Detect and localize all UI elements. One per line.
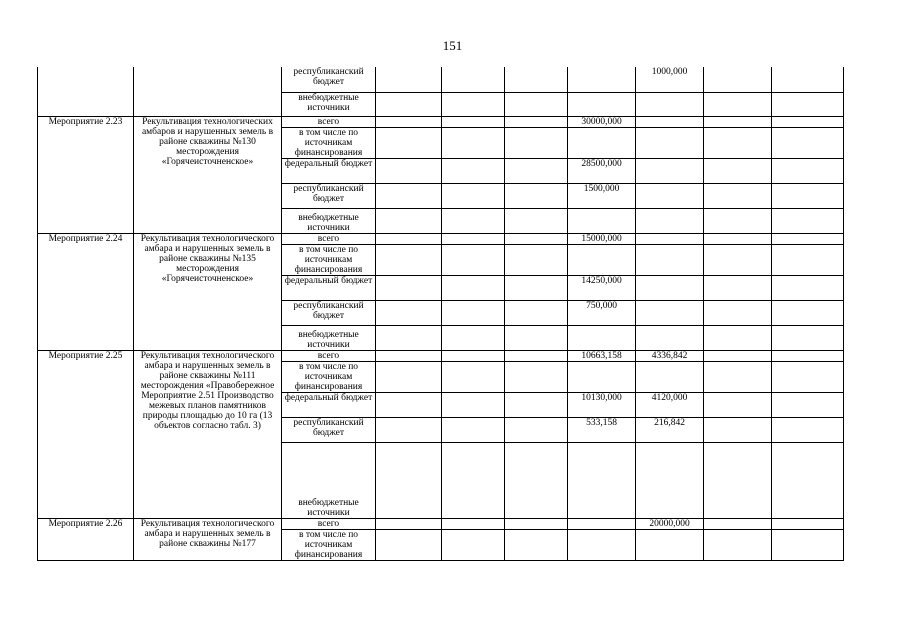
- value-cell: [772, 158, 844, 183]
- value-cell: [636, 92, 704, 116]
- value-cell: [376, 361, 442, 392]
- value-cell: [772, 361, 844, 392]
- value-cell: [636, 442, 704, 518]
- value-cell: [772, 392, 844, 417]
- value-cell: [376, 116, 442, 127]
- value-cell: [376, 442, 442, 518]
- value-cell: [636, 275, 704, 300]
- description-cell: Рекультивация технологического амбара и нарушенных земель в районе скважины №177: [134, 518, 282, 560]
- value-cell: [376, 325, 442, 350]
- source-cell: республиканский бюджет: [282, 300, 376, 325]
- value-cell: [636, 208, 704, 233]
- value-cell: [442, 275, 505, 300]
- value-cell: [704, 116, 772, 127]
- value-cell: [704, 442, 772, 518]
- source-cell: внебюджетные источники: [282, 325, 376, 350]
- value-cell: [636, 116, 704, 127]
- value-cell: [772, 183, 844, 208]
- activity-cell: [38, 67, 134, 116]
- value-cell: [442, 208, 505, 233]
- value-cell: [442, 529, 505, 560]
- value-cell: [704, 208, 772, 233]
- value-cell: [505, 518, 568, 529]
- value-cell: [772, 442, 844, 518]
- value-cell: [704, 392, 772, 417]
- value-cell: [704, 158, 772, 183]
- value-cell: [505, 275, 568, 300]
- value-cell: [772, 116, 844, 127]
- value-cell: [704, 417, 772, 442]
- value-cell: [636, 233, 704, 244]
- value-cell: [505, 300, 568, 325]
- value-cell: [704, 244, 772, 275]
- value-cell: [376, 350, 442, 361]
- table-row: [38, 233, 844, 244]
- value-cell: [442, 244, 505, 275]
- value-cell: [704, 127, 772, 158]
- value-cell: [568, 529, 636, 560]
- value-cell: [704, 67, 772, 92]
- value-cell: [772, 127, 844, 158]
- value-cell: [376, 233, 442, 244]
- value-cell: [442, 325, 505, 350]
- value-cell: [772, 208, 844, 233]
- value-cell: [442, 158, 505, 183]
- value-cell: [568, 208, 636, 233]
- description-cell: [134, 67, 282, 116]
- value-cell: [636, 300, 704, 325]
- source-cell: республиканский бюджет: [282, 67, 376, 92]
- value-cell: [636, 183, 704, 208]
- source-cell: всего: [282, 233, 376, 244]
- value-cell: [442, 392, 505, 417]
- description-cell: Рекультивация технологического амбара и нарушенных земель в районе скважины №135 месторождения «Горячеисточненское»: [134, 233, 282, 350]
- value-cell: [505, 325, 568, 350]
- value-cell: [704, 275, 772, 300]
- value-cell: [772, 92, 844, 116]
- value-cell: [704, 529, 772, 560]
- source-cell: республиканский бюджет: [282, 183, 376, 208]
- value-cell: [505, 116, 568, 127]
- value-cell: [442, 300, 505, 325]
- activity-cell: Мероприятие 2.23: [38, 116, 134, 233]
- value-cell: [376, 127, 442, 158]
- source-cell: федеральный бюджет: [282, 392, 376, 417]
- value-cell: 533,158: [568, 417, 636, 442]
- value-cell: 10130,000: [568, 392, 636, 417]
- value-cell: 4120,000: [636, 392, 704, 417]
- value-cell: [704, 300, 772, 325]
- source-cell: в том числе по источникам финансирования: [282, 127, 376, 158]
- value-cell: [442, 417, 505, 442]
- value-cell: [376, 392, 442, 417]
- activity-cell: Мероприятие 2.25: [38, 350, 134, 518]
- value-cell: [442, 67, 505, 92]
- value-cell: [505, 158, 568, 183]
- value-cell: [505, 183, 568, 208]
- value-cell: 28500,000: [568, 158, 636, 183]
- value-cell: [772, 300, 844, 325]
- value-cell: [442, 116, 505, 127]
- value-cell: [442, 518, 505, 529]
- activity-cell: Мероприятие 2.24: [38, 233, 134, 350]
- source-cell: всего: [282, 518, 376, 529]
- page-number: 151: [442, 38, 463, 53]
- activity-cell: Мероприятие 2.26: [38, 518, 134, 560]
- value-cell: [505, 67, 568, 92]
- value-cell: [376, 244, 442, 275]
- table-row: [38, 67, 844, 92]
- table-body: [38, 67, 844, 560]
- value-cell: [568, 92, 636, 116]
- value-cell: [505, 350, 568, 361]
- value-cell: [505, 529, 568, 560]
- value-cell: [568, 518, 636, 529]
- table-row: [38, 116, 844, 127]
- source-cell: внебюджетные источники: [282, 208, 376, 233]
- value-cell: [704, 233, 772, 244]
- value-cell: [568, 244, 636, 275]
- description-cell: Рекультивация технологических амбаров и нарушенных земель в районе скважины №130 месторождения «Горячеисточненское»: [134, 116, 282, 233]
- budget-table: [37, 67, 844, 561]
- value-cell: [442, 127, 505, 158]
- value-cell: [442, 442, 505, 518]
- source-cell: федеральный бюджет: [282, 275, 376, 300]
- value-cell: [442, 92, 505, 116]
- source-cell: в том числе по источникам финансирования: [282, 361, 376, 392]
- source-cell: республиканский бюджет: [282, 417, 376, 442]
- value-cell: [704, 325, 772, 350]
- source-cell: всего: [282, 116, 376, 127]
- source-cell: в том числе по источникам финансирования: [282, 529, 376, 560]
- value-cell: [442, 183, 505, 208]
- value-cell: [376, 529, 442, 560]
- value-cell: [442, 233, 505, 244]
- value-cell: [376, 300, 442, 325]
- value-cell: 4336,842: [636, 350, 704, 361]
- value-cell: [704, 361, 772, 392]
- value-cell: [376, 208, 442, 233]
- value-cell: [568, 67, 636, 92]
- table-row: [38, 350, 844, 361]
- source-cell: внебюджетные источники: [282, 442, 376, 518]
- value-cell: [442, 361, 505, 392]
- source-cell: всего: [282, 350, 376, 361]
- value-cell: [772, 244, 844, 275]
- value-cell: [568, 361, 636, 392]
- value-cell: 20000,000: [636, 518, 704, 529]
- value-cell: [376, 183, 442, 208]
- value-cell: [376, 275, 442, 300]
- value-cell: [376, 67, 442, 92]
- value-cell: [704, 350, 772, 361]
- value-cell: [772, 275, 844, 300]
- value-cell: [772, 350, 844, 361]
- table-row: [38, 518, 844, 529]
- value-cell: [376, 518, 442, 529]
- value-cell: [568, 442, 636, 518]
- value-cell: [704, 183, 772, 208]
- value-cell: [772, 417, 844, 442]
- value-cell: [505, 244, 568, 275]
- value-cell: [636, 529, 704, 560]
- value-cell: [772, 518, 844, 529]
- value-cell: [505, 92, 568, 116]
- value-cell: [505, 127, 568, 158]
- source-cell: в том числе по источникам финансирования: [282, 244, 376, 275]
- value-cell: 10663,158: [568, 350, 636, 361]
- value-cell: [505, 417, 568, 442]
- value-cell: [505, 442, 568, 518]
- value-cell: [772, 233, 844, 244]
- value-cell: [505, 392, 568, 417]
- value-cell: [636, 158, 704, 183]
- source-cell: внебюджетные источники: [282, 92, 376, 116]
- value-cell: [376, 417, 442, 442]
- value-cell: 15000,000: [568, 233, 636, 244]
- value-cell: 1500,000: [568, 183, 636, 208]
- value-cell: [505, 361, 568, 392]
- value-cell: [772, 529, 844, 560]
- value-cell: [636, 361, 704, 392]
- value-cell: [636, 325, 704, 350]
- value-cell: 216,842: [636, 417, 704, 442]
- value-cell: 14250,000: [568, 275, 636, 300]
- value-cell: [636, 244, 704, 275]
- value-cell: [704, 518, 772, 529]
- value-cell: [568, 325, 636, 350]
- value-cell: [636, 127, 704, 158]
- value-cell: [442, 350, 505, 361]
- value-cell: [376, 92, 442, 116]
- value-cell: [568, 127, 636, 158]
- description-cell: Рекультивация технологического амбара и нарушенных земель в районе скважины №111 месторождения «Правобережное Мероприятие 2.51 Производство межевых планов памятников природы площадью до 10 га (13 объектов согласно табл. 3): [134, 350, 282, 518]
- source-cell: федеральный бюджет: [282, 158, 376, 183]
- value-cell: [376, 158, 442, 183]
- value-cell: [772, 67, 844, 92]
- value-cell: [772, 325, 844, 350]
- value-cell: [704, 92, 772, 116]
- value-cell: 750,000: [568, 300, 636, 325]
- value-cell: 30000,000: [568, 116, 636, 127]
- value-cell: 1000,000: [636, 67, 704, 92]
- value-cell: [505, 233, 568, 244]
- value-cell: [505, 208, 568, 233]
